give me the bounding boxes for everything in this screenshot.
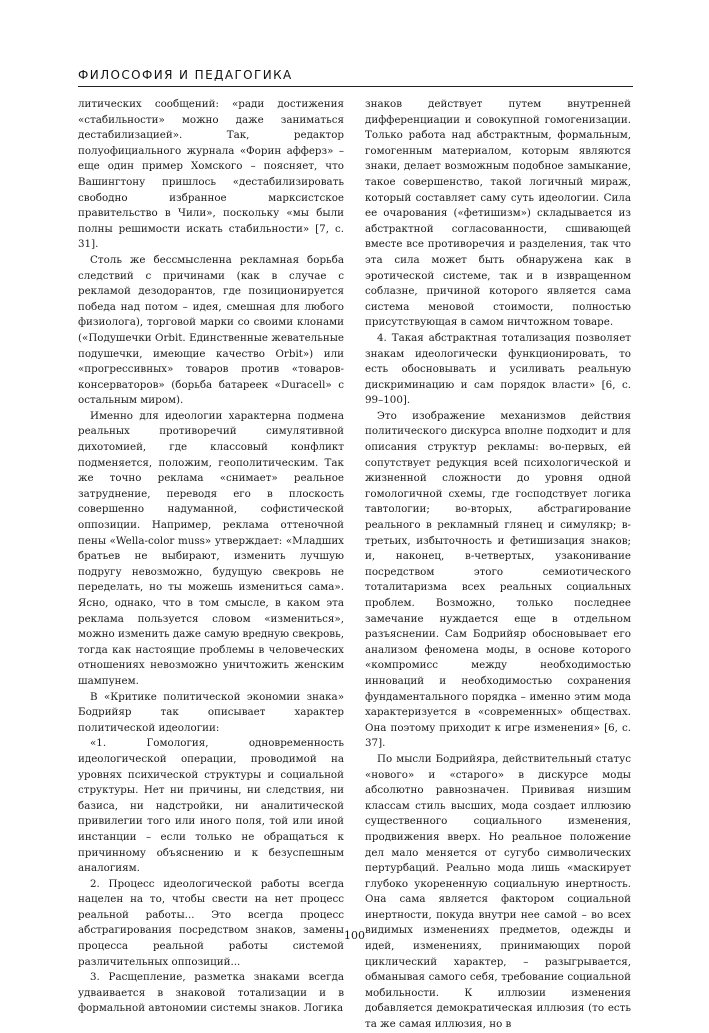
paragraph: По мысли Бодрийяра, действительный статус «нового» и «старого» в дискурсе моды абсолютно равнозначен. Прививая низшим классам стиль высших, мода создает иллюзию существенного социального изменения, продвижения вверх. Но реальное положение дел мало меняется от сугубо символических пертурбаций. Реально мода лишь «маскирует глубоко укорененную социальную инертность. Она сама является фактором социальной инертности, покуда внутри нее самой – во всех видимых изменениях предметов, одежды и идей, изменениях, принимающих порой циклический характер, – разыгрывается, обманывая самого себя, требование социальной мобильности. К иллюзии изменения добавляется демократическая иллюзия (то есть та же самая иллюзия, но в [365, 752, 631, 1031]
paragraph: Именно для идеологии характерна подмена реальных противоречий симулятивной дихотомией, где классовый конфликт подменяется, положим, геополитическим. Так же точно реклама «снимает» реальное затруднение, переводя его в плоскость совершенно надуманной, софистической оппозиции. Например, реклама оттеночной пены «Wella-color muss» утверждает: «Младших братьев не выбирают, изменить лучшую подругу невозможно, будущую свекровь не переделать, но ты можешь измениться сама». Ясно, однако, что в том смысле, в каком эта реклама пользуется словом «измениться», можно изменить даже самую вредную свекровь, тогда как настоящие проблемы в человеческих отношениях невозможно уничтожить женским шампунем. [78, 409, 344, 687]
right-column [365, 97, 631, 1033]
paragraph: В «Критике политической экономии знака» Бодрийяр так описывает характер политической идеологии: [78, 690, 344, 734]
paragraph: Столь же бессмысленна рекламная борьба следствий с причинами (как в случае с рекламой дезодорантов, где позиционируется победа над потом – идея, смешная для любого физиолога), торговой марки со своими клонами («Подушечки Orbit. Единственные жевательные подушечки, имеющие качество Orbit») или «прогрессивных» товаров против «товаров-консерваторов» (борьба батареек «Duracell» с остальным миром). [78, 253, 344, 407]
quote-paragraph: 4. Такая абстрактная тотализация позволяет знакам идеологически функционировать, то есть обосновывать и усиливать реальную дискриминацию и сам порядок власти» [6, с. 99–100]. [365, 331, 631, 407]
paragraph: знаков действует путем внутренней дифференциации и совокупной гомогенизации. Только работа над абстрактным, формальным, гомогенным материалом, которым являются знаки, делает возможным подобное замыкание, такое совершенство, такой логичный мираж, который составляет саму суть идеологии. Сила ее очарования («фетишизм») складывается из абстрактной согласованности, сшивающей вместе все противоречия и разделения, так что эта сила может быть обнаружена как в эротической системе, так и в извращенном соблазне, причиной которого является сама система меновой стоимости, полностью присутствующая в самом ничтожном товаре. [365, 98, 631, 329]
running-header: ФИЛОСОФИЯ И ПЕДАГОГИКА [78, 68, 293, 82]
header-divider [78, 86, 633, 87]
quote-paragraph: «1. Гомология, одновременность идеологической операции, проводимой на уровнях психической структуры и социальной структуры. Нет ни причины, ни следствия, ни базиса, ни надстройки, ни аналитической привилегии того или иного поля, той или иной инстанции – если только не обращаться к причинному объяснению и к безуспешным аналогиям. [78, 737, 344, 875]
quote-paragraph: 2. Процесс идеологической работы всегда нацелен на то, чтобы свести на нет процесс реальной работы... Это всегда процесс абстрагирования посредством знаков, замены процесса реальной работы системой различительных оппозиций... [78, 877, 344, 968]
left-column [78, 97, 344, 1017]
paragraph: Это изображение механизмов действия политического дискурса вполне подходит и для описания структур рекламы: во-первых, ей сопутствует редукция всей психологической и жизненной сложности до уровня одной гомологичной схемы, где господствует логика тавтологии; во-вторых, абстрагирование реального в рекламный глянец и симулякр; в-третьих, избыточность и фетишизация знаков; и, наконец, в-четвертых, узаконивание посредством этого семиотического тоталитаризма всех реальных социальных проблем. Возможно, только последнее замечание нуждается еще в отдельном разъяснении. Сам Бодрийяр обосновывает его анализом феномена моды, в основе которого «компромисс между необходимостью инноваций и необходимостью сохранения фундаментального порядка – именно этим мода характеризуется в «современных» обществах. Она поэтому приходит к игре изменения» [6, с. 37]. [365, 409, 631, 750]
paragraph: литических сообщений: «ради достижения «стабильности» можно даже заниматься дестабилизацией». Так, редактор полуофициального журнала «Форин афферз» – еще один пример Хомского – поясняет, что Вашингтону пришлось «дестабилизировать свободно избранное марксистское правительство в Чили», поскольку «мы были полны решимости искать стабильности» [7, с. 31]. [78, 98, 344, 251]
quote-paragraph: 3. Расщепление, разметка знаками всегда удваивается в знаковой тотализации и в формальной автономии системы знаков. Логика [78, 971, 344, 1015]
page-number: 100 [344, 929, 365, 942]
